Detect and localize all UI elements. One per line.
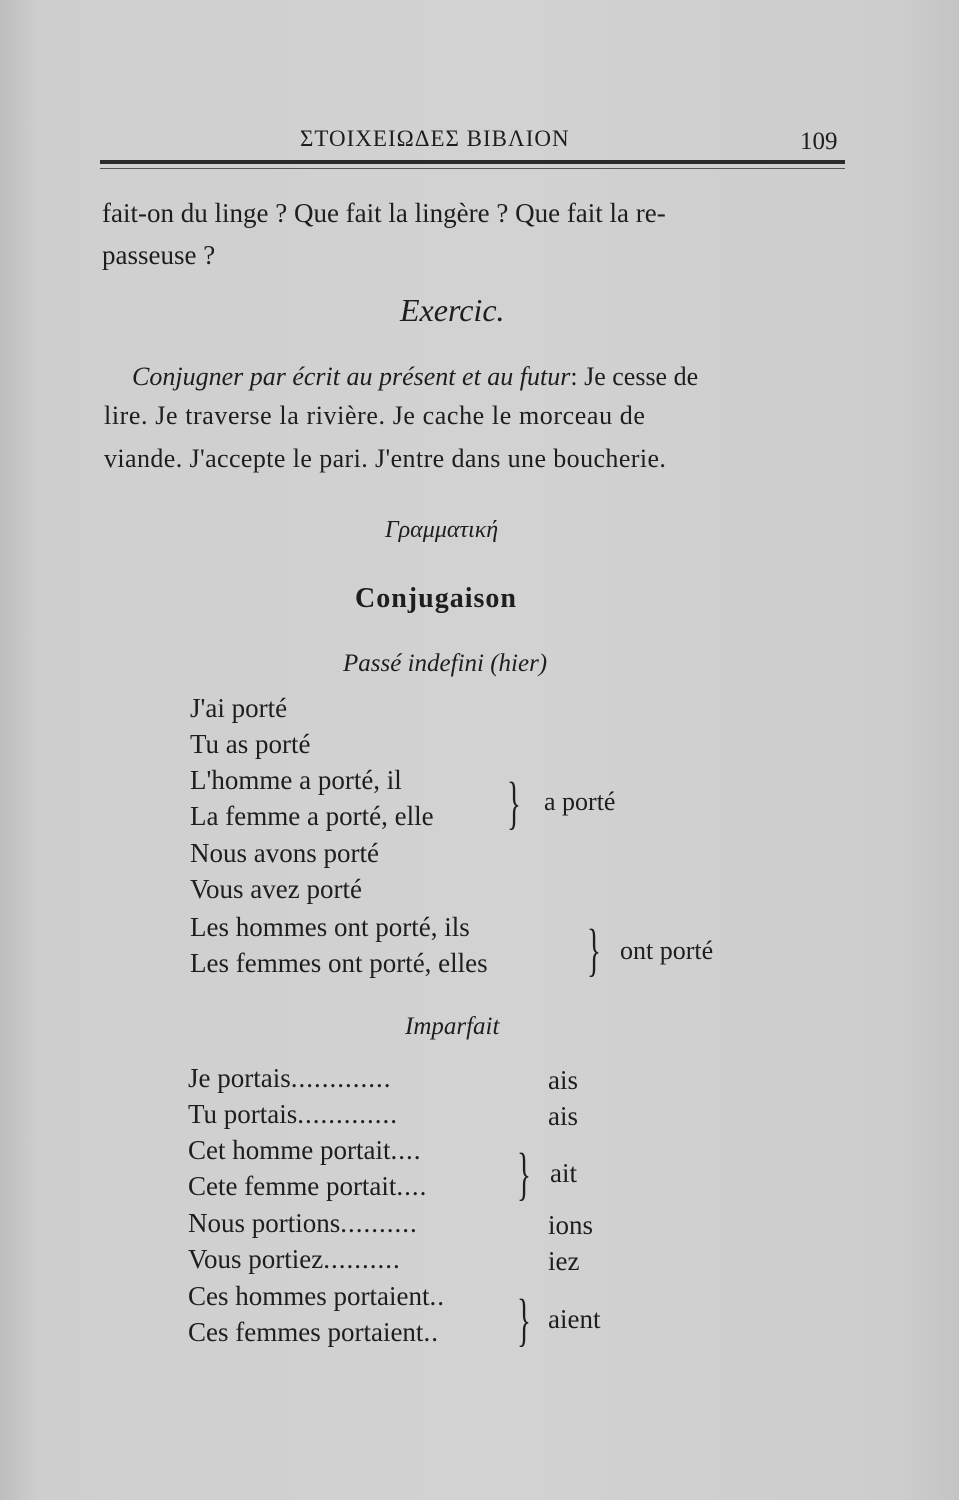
imparfait-dots: .......... [340,1208,418,1238]
passe-line: Tu as porté [190,729,311,759]
imparfait-dots: ............. [290,1063,392,1093]
imparfait-ending: ais [548,1065,578,1095]
exercise-line-3: viande. J'accepte le pari. J'entre dans une boucherie. [104,444,667,473]
imparfait-ending: ais [548,1101,578,1131]
passe-line: Les hommes ont porté, ils [190,912,470,942]
passe-line: J'ai porté [190,693,288,723]
header-rule [100,160,845,164]
passe-group-a-porte: a porté [544,787,616,816]
imparfait-form: Nous portions [188,1208,341,1238]
imparfait-row [188,1281,445,1312]
imparfait-row [188,1099,398,1130]
exercise-line-1 [132,362,698,392]
imparfait-dots: .... [396,1171,428,1201]
exercise-line-1-rest: : Je cesse de [570,362,699,391]
imparfait-row [188,1317,439,1348]
imparfait-group-ait: ait [550,1158,577,1188]
imparfait-form: Cete femme portait [188,1171,397,1201]
passe-line: Nous avons porté [190,838,379,868]
imparfait-row [188,1063,391,1094]
imparfait-row [188,1135,421,1166]
imparfait-row [188,1244,401,1275]
exercise-instruction: Conjugner par écrit au présent et au futur [132,362,571,391]
imparfait-form: Ces femmes portaient [188,1317,424,1347]
brace-aient: } [516,1287,531,1352]
passe-line: Les femmes ont porté, elles [190,948,488,978]
imparfait-ending: iez [548,1246,580,1276]
intro-line-1: fait-on du linge ? Que fait la lingère ? Que fait la re- [102,198,666,228]
imparfait-row [188,1208,418,1239]
imparfait-form: Vous portiez [188,1244,324,1274]
passe-group-ont-porte: ont porté [620,936,714,965]
passe-line: Vous avez porté [190,874,362,904]
imparfait-row [188,1171,427,1202]
page-number: 109 [800,128,838,155]
brace-a-porte: } [506,770,521,835]
imparfait-form: Je portais [188,1063,291,1093]
running-header-title: ΣΤΟΙΧΕΙΩΔΕΣ ΒΙΒΛΙΟΝ [300,126,570,151]
conjugaison-title: Conjugaison [355,583,517,614]
exercise-title: Exercic. [400,292,505,328]
imparfait-form: Tu portais [188,1099,298,1129]
header-rule-thin [100,168,845,169]
passe-indefini-title: Passé indefini (hier) [343,650,548,677]
imparfait-dots: .... [390,1135,422,1165]
passe-line: L'homme a porté, il [190,765,402,795]
imparfait-ending: ions [548,1210,594,1240]
imparfait-title: Imparfait [405,1013,500,1040]
imparfait-dots: .. [429,1281,445,1311]
imparfait-dots: ............. [297,1099,399,1129]
imparfait-dots: .......... [323,1244,401,1274]
imparfait-group-aient: aient [548,1304,601,1334]
brace-ont-porte: } [586,917,601,982]
passe-line: La femme a porté, elle [190,801,434,831]
brace-ait: } [516,1141,531,1206]
intro-line-2: passeuse ? [102,240,216,270]
grammar-title: Γραμματική [385,517,499,543]
imparfait-dots: .. [423,1317,439,1347]
exercise-line-2: lire. Je traverse la rivière. Je cache le morceau de [104,401,646,430]
imparfait-form: Ces hommes portaient [188,1281,430,1311]
imparfait-form: Cet homme portait [188,1135,391,1165]
